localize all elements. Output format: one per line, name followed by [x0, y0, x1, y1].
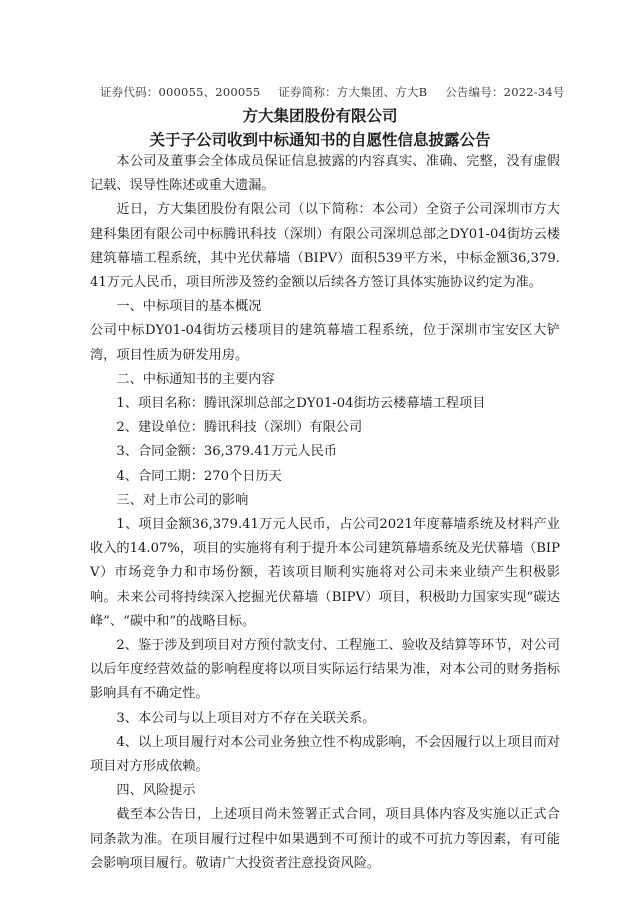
- section-2-item-2: 2、建设单位：腾讯科技（深圳）有限公司: [116, 420, 363, 436]
- intro-paragraph: 近日，方大集团股份有限公司（以下简称：本公司）全资子公司深圳市方大建科集团有限公司中标腾讯科技（深圳）有限公司深圳总部之DY01-04街坊云楼建筑幕墙工程系统，其中光伏幕墙（BIPV）面积539平方米，中标金额36,379.41万元人民币，项目所涉及签约金额以后续各方签订具体实施协议约定为准。: [90, 202, 560, 291]
- section-3-item-2: 2、鉴于涉及到项目对方预付款支付、工程施工、验收及结算等环节，对公司以后年度经营效益的影响程度将以项目实际运行结果为准，对本公司的财务指标影响具有不确定性。: [90, 638, 560, 702]
- section-heading-4: 四、风险提示: [116, 783, 196, 799]
- section-3-item-3: 3、本公司与以上项目对方不存在关联关系。: [116, 710, 376, 726]
- section-2-item-1: 1、项目名称：腾讯深圳总部之DY01-04街坊云楼幕墙工程项目: [116, 396, 486, 412]
- declaration-paragraph: 本公司及董事会全体成员保证信息披露的内容真实、准确、完整，没有虚假记载、误导性陈述或重大遗漏。: [90, 154, 560, 194]
- section-3-item-4: 4、以上项目履行对本公司业务独立性不构成影响，不会因履行以上项目而对项目对方形成依赖。: [90, 734, 560, 775]
- section-1-body: 公司中标DY01-04街坊云楼项目的建筑幕墙工程系统，位于深圳市宝安区大铲湾，项目性质为研发用房。: [90, 323, 560, 363]
- section-heading-3: 三、对上市公司的影响: [116, 492, 249, 508]
- document-title: 关于子公司收到中标通知书的自愿性信息披露公告: [149, 131, 491, 149]
- announcement-number: 公告编号：2022-34号: [445, 85, 565, 99]
- section-4-body: 截至本公告日，上述项目尚未签署正式合同，项目具体内容及实施以正式合同条款为准。在项目履行过程中如果遇到不可预计的或不可抗力等因素，有可能会影响项目履行。敬请广大投资者注意投资风险。: [90, 807, 560, 871]
- section-2-item-4: 4、合同工期：270个日历天: [116, 468, 282, 484]
- section-heading-1: 一、中标项目的基本概况: [116, 299, 262, 315]
- document-body: [90, 150, 560, 876]
- stock-code: 证券代码：000055、200055: [100, 85, 261, 99]
- company-name: 方大集团股份有限公司: [242, 107, 398, 125]
- announcement-header: [100, 84, 579, 100]
- section-heading-2: 二、中标通知书的主要内容: [116, 371, 275, 387]
- section-3-item-1: 1、项目金额36,379.41万元人民币，占公司2021年度幕墙系统及材料产业收入的14.07%，项目的实施将有利于提升本公司建筑幕墙系统及光伏幕墙（BIPV）市场竞争力和市场份额，若该项目顺利实施将对公司未来业绩产生积极影响。未来公司将持续深入挖掘光伏幕墙（BIPV）项目，积极助力国家实现“碳达峰”、“碳中和”的战略目标。: [90, 517, 560, 629]
- section-2-item-3: 3、合同金额：36,379.41万元人民币: [116, 444, 337, 460]
- stock-abbreviation: 证券简称：方大集团、方大B: [278, 85, 428, 99]
